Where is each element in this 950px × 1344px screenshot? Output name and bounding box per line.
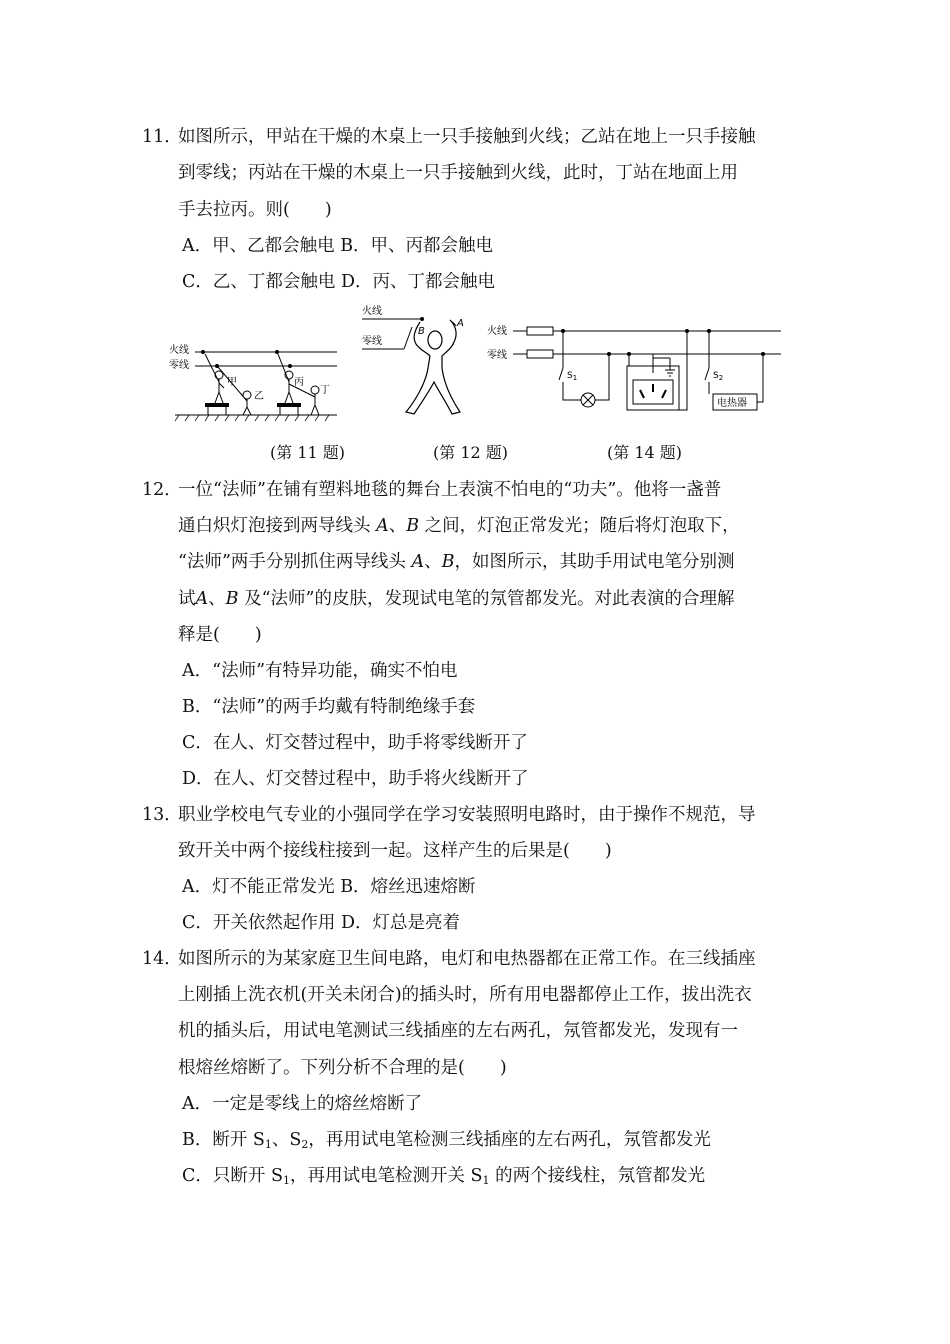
figure-14-diagram [485, 318, 785, 418]
q11-number: 11． [142, 127, 182, 147]
q12-stem-line-4: 试A、B 及“法师”的皮肤，发现试电笔的氖管都发光。对此表演的合理解 [178, 589, 735, 609]
fig12-point-b: B [418, 326, 425, 337]
fig12-neutral-label: 零线 [362, 336, 382, 347]
q11-stem-line-3: 手去拉丙。则( ) [178, 200, 332, 220]
q11-options-cd: C．乙、丁都会触电 D．丙、丁都会触电 [182, 272, 495, 292]
q11-stem-line-1: 如图所示，甲站在干燥的木桌上一只手接触到火线；乙站在地上一只手接触 [178, 127, 756, 147]
q13-number: 13． [142, 805, 182, 825]
figure-11-diagram [165, 335, 345, 425]
q13-stem-line-2: 致开关中两个接线柱接到一起。这样产生的后果是( ) [178, 841, 612, 861]
q14-stem-line-1: 如图所示的为某家庭卫生间电路，电灯和电热器都在正常工作。在三线插座 [178, 949, 756, 969]
q14-stem-line-4: 根熔丝熔断了。下列分析不合理的是( ) [178, 1058, 507, 1078]
fig12-point-a: A [457, 318, 464, 329]
q13-options-ab: A．灯不能正常发光 B．熔丝迅速熔断 [182, 877, 476, 897]
figure-14-caption: (第 14 题) [607, 443, 683, 462]
q12-option-c: C．在人、灯交替过程中，助手将零线断开了 [182, 733, 528, 753]
figure-11-caption: (第 11 题) [270, 443, 346, 462]
figure-12-diagram [360, 302, 475, 417]
q14-stem-line-3: 机的插头后，用试电笔测试三线插座的左右两孔，氖管都发光，发现有一 [178, 1021, 738, 1041]
fig11-neutral-label: 零线 [169, 360, 189, 371]
fig14-live-label: 火线 [487, 326, 507, 337]
q14-option-c: C．只断开 $S_1$，再用试电笔检测开关 $S_1$ 的两个接线柱，氖管都发光 [182, 1166, 706, 1187]
fig11-live-label: 火线 [169, 345, 189, 356]
q14-stem-line-2: 上刚插上洗衣机(开关未闭合)的插头时，所有用电器都停止工作，拔出洗衣 [178, 985, 752, 1005]
fig14-neutral-label: 零线 [487, 350, 507, 361]
q12-stem-line-3: “法师”两手分别抓住两导线头 A、B，如图所示，其助手用试电笔分别测 [178, 552, 735, 572]
q14-number: 14． [142, 949, 182, 969]
q12-option-a: A．“法师”有特异功能，确实不怕电 [182, 661, 458, 681]
q12-option-b: B．“法师”的两手均戴有特制绝缘手套 [182, 697, 476, 717]
q12-number: 12． [142, 480, 182, 500]
q13-stem-line-1: 职业学校电气专业的小强同学在学习安装照明电路时，由于操作不规范，导 [178, 805, 756, 825]
q11-options-ab: A．甲、乙都会触电 B．甲、丙都会触电 [182, 236, 494, 256]
q14-option-a: A．一定是零线上的熔丝熔断了 [182, 1094, 423, 1114]
fig12-live-label: 火线 [362, 306, 382, 317]
q14-option-b: B．断开 $S_1$、$S_2$，再用试电笔检测三线插座的左右两孔，氖管都发光 [182, 1130, 711, 1151]
fig14-switch-s1: $S_1$ [567, 371, 578, 382]
q12-stem-line-5: 释是( ) [178, 625, 262, 645]
q12-stem-line-2: 通白炽灯泡接到两导线头 A、B 之间，灯泡正常发光；随后将灯泡取下， [178, 516, 740, 536]
q12-stem-line-1: 一位“法师”在铺有塑料地毯的舞台上表演不怕电的“功夫”。他将一盏普 [178, 480, 722, 500]
fig14-switch-s2: $S_2$ [713, 371, 724, 382]
q12-option-d: D．在人、灯交替过程中，助手将火线断开了 [182, 769, 529, 789]
q11-stem-line-2: 到零线；丙站在干燥的木桌上一只手接触到火线，此时，丁站在地面上用 [178, 163, 738, 183]
q13-options-cd: C．开关依然起作用 D．灯总是亮着 [182, 913, 460, 933]
fig11-person-yi: 乙 [254, 391, 264, 402]
fig14-heater-label: 电热器 [717, 398, 747, 409]
fig11-person-bing: 丙 [294, 377, 304, 388]
fig11-person-jia: 甲 [227, 377, 237, 388]
figure-12-caption: (第 12 题) [433, 443, 509, 462]
fig11-person-ding: 丁 [320, 385, 330, 396]
